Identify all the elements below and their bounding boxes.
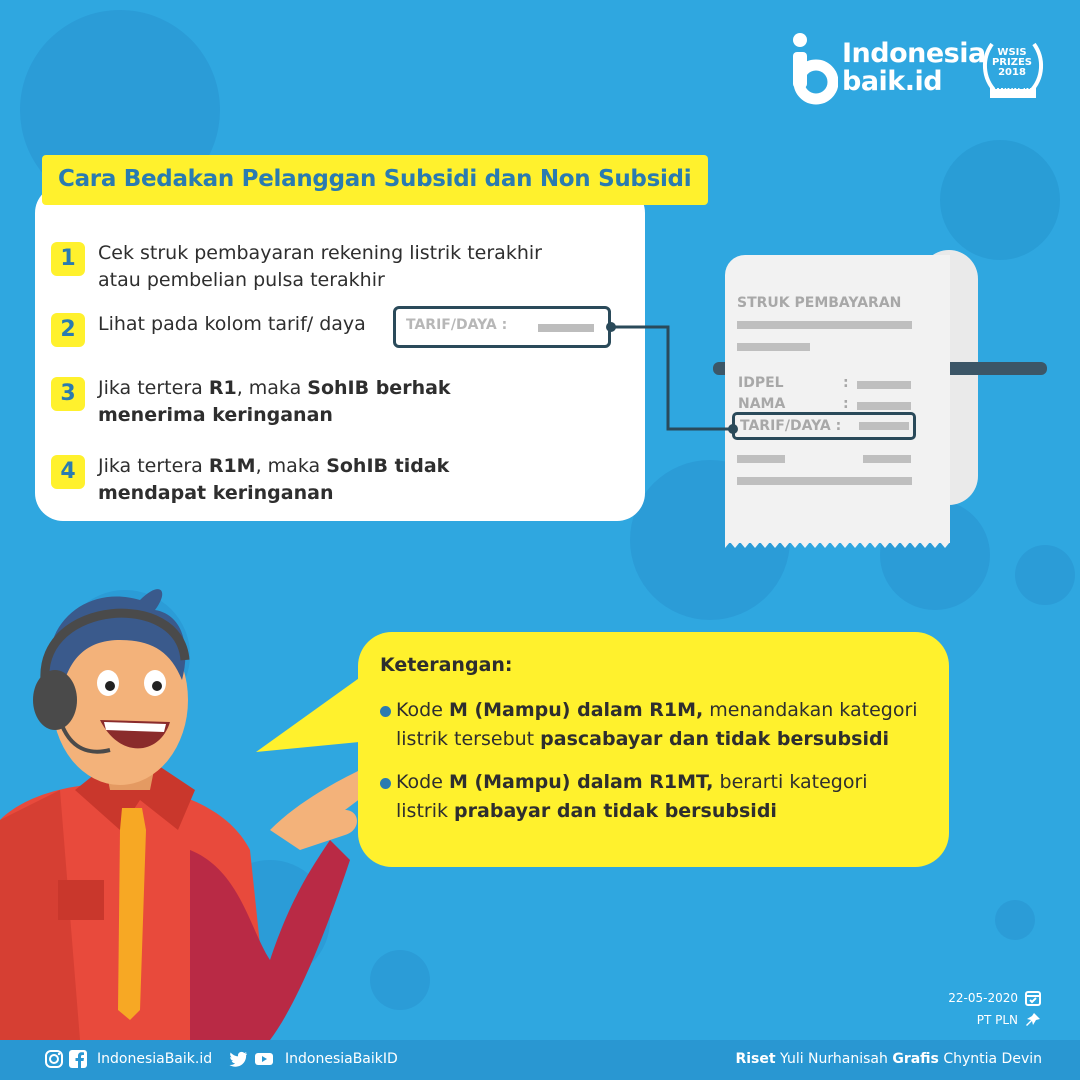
step-emphasis: SohIB tidak <box>326 455 450 477</box>
step-text-mid: , maka <box>236 377 308 399</box>
note-text-pre: listrik <box>396 800 455 822</box>
credit-grafis-name: Chyntia Devin <box>943 1051 1042 1067</box>
logo-line2: baik.id <box>842 66 943 97</box>
receipt-nama-label: NAMA <box>738 396 786 412</box>
credit-riset-name: Yuli Nurhanisah <box>780 1051 888 1067</box>
note-text <box>396 696 918 754</box>
footer-handle-social[interactable]: IndonesiaBaikID <box>285 1051 398 1067</box>
note-emphasis: pascabayar dan tidak bersubsidi <box>540 728 890 750</box>
step-line: atau pembelian pulsa terakhir <box>98 269 385 291</box>
step-number: 3 <box>51 377 85 411</box>
receipt-colon: : <box>843 396 849 412</box>
step-emphasis: mendapat keringanan <box>98 482 334 504</box>
receipt-title: STRUK PEMBAYARAN <box>737 295 902 311</box>
tarif-daya-label: TARIF/DAYA : <box>406 317 508 333</box>
step-text-mid: , maka <box>255 455 327 477</box>
bullet-icon <box>380 778 391 789</box>
bullet-icon <box>380 706 391 717</box>
award-line1: WSIS <box>997 47 1027 58</box>
note-text-post: menandakan kategori <box>703 699 918 721</box>
notes-heading: Keterangan: <box>380 654 513 676</box>
step-line: Cek struk pembayaran rekening listrik terakhir <box>98 242 542 264</box>
step-number: 2 <box>51 313 85 347</box>
note-text-post: berarti kategori <box>713 771 868 793</box>
credit-grafis-label: Grafis <box>892 1051 939 1067</box>
step-text-pre: Jika tertera <box>98 455 209 477</box>
step-emphasis: menerima keringanan <box>98 404 333 426</box>
step-text: Lihat pada kolom tarif/ daya <box>98 313 366 335</box>
award-line2: PRIZES <box>991 57 1033 68</box>
credit-riset-label: Riset <box>735 1051 776 1067</box>
step-number: 4 <box>51 455 85 489</box>
receipt-idpel-label: IDPEL <box>738 375 784 391</box>
tariff-code: R1M <box>208 455 256 477</box>
note-emphasis: M (Mampu) dalam R1M, <box>448 699 704 721</box>
step-number: 1 <box>51 242 85 276</box>
note-text-pre: Kode <box>396 771 449 793</box>
step-emphasis: SohIB berhak <box>307 377 451 399</box>
note-text <box>396 768 868 826</box>
logo-line1: Indonesia <box>842 38 986 69</box>
note-emphasis: M (Mampu) dalam R1MT, <box>448 771 714 793</box>
receipt-colon: : <box>843 375 849 391</box>
notes-speech-bubble <box>358 632 949 867</box>
award-line3: 2018 <box>998 67 1026 78</box>
note-text-pre: listrik tersebut <box>396 728 541 750</box>
step-text-pre: Jika tertera <box>98 377 209 399</box>
footer-handle-web[interactable]: IndonesiaBaik.id <box>97 1051 213 1067</box>
award-line4: WINNER <box>993 82 1031 91</box>
note-emphasis: prabayar dan tidak bersubsidi <box>454 800 777 822</box>
data-source: PT PLN <box>976 1013 1018 1027</box>
note-text-pre: Kode <box>396 699 449 721</box>
publish-date: 22-05-2020 <box>948 991 1018 1005</box>
page-title: Cara Bedakan Pelanggan Subsidi dan Non Subsidi <box>58 166 692 192</box>
tariff-code: R1 <box>208 377 237 399</box>
receipt-tarif-label: TARIF/DAYA : <box>740 418 842 434</box>
